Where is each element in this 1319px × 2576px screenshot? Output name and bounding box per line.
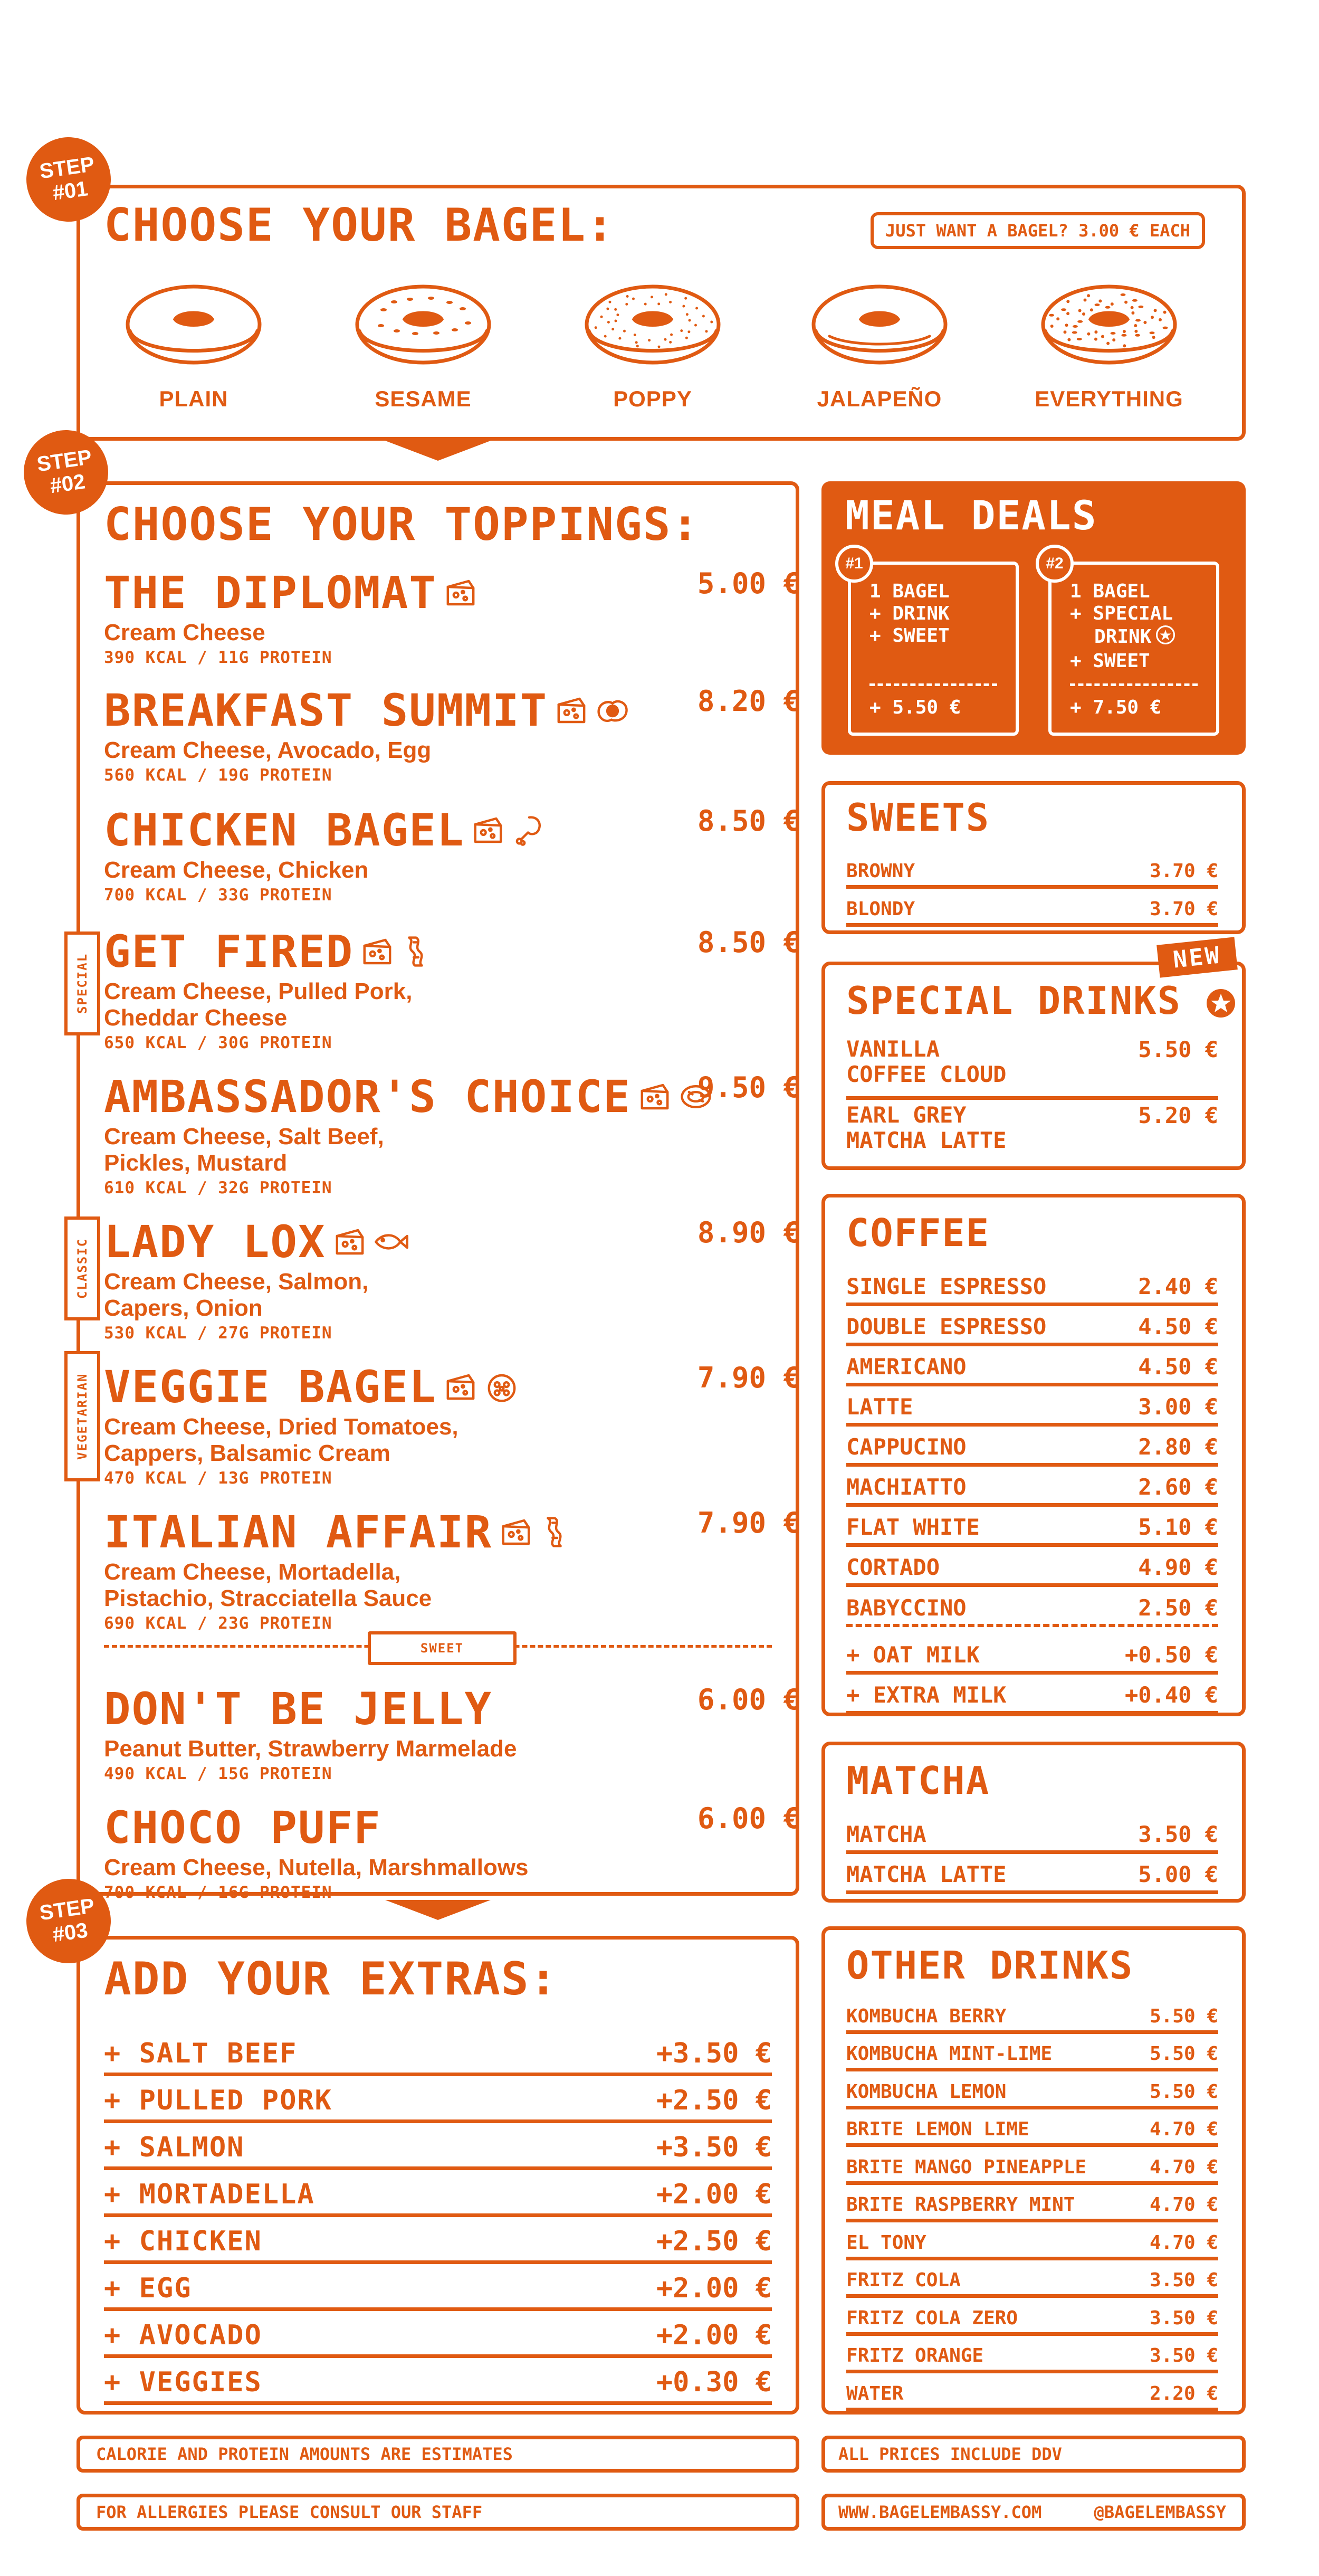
topping-price: 7.90 € [697,1361,800,1394]
topping-header [104,567,779,619]
drink-row[interactable] [846,2260,1218,2298]
coffee-name: DOUBLE ESPRESSO [846,1314,1047,1339]
drink-name: KOMBUCHA MINT-LIME [846,2043,1053,2065]
topping-name: BREAKFAST SUMMIT [104,685,548,736]
topping-price: 5.00 € [697,567,800,600]
cheese-icon [499,1515,533,1550]
star-icon [1155,625,1175,650]
sweet-tag: SWEET [368,1631,517,1665]
extra-price: +3.50 € [656,2038,772,2069]
topping-description: Cappers, Balsamic Cream [104,1440,390,1466]
drink-price: 3.50 € [1149,2269,1218,2291]
matcha-price: 5.00 € [1138,1861,1218,1887]
toppings-section-title: CHOOSE YOUR TOPPINGS: [104,498,700,551]
meal-deal-card[interactable] [845,555,1019,736]
meal-deal-price: + 7.50 € [1070,697,1162,718]
bagel-type-label[interactable]: SESAME [375,386,472,411]
topping-description: Pickles, Mustard [104,1150,288,1176]
sweet-name: BLONDY [846,898,915,920]
extra-name: + SALMON [104,2132,245,2163]
topping-header [104,1216,779,1268]
topping-item[interactable] [104,1216,800,1343]
jalapeno-bagel-icon [808,278,961,373]
drink-name: EL TONY [846,2231,926,2254]
drink-row[interactable] [846,2298,1218,2336]
toppings-section [77,481,800,1902]
drink-row[interactable] [846,2336,1218,2374]
extra-price: +0.30 € [656,2366,772,2398]
special-drink-price: 5.20 € [1138,1102,1218,1128]
topping-price: 8.50 € [697,804,800,838]
coffee-addon-row[interactable] [846,1634,1218,1675]
coffee-section [821,1194,1246,1716]
special-drink-name [846,1037,1006,1087]
drink-price: 3.50 € [1149,2307,1218,2329]
drink-price: 2.20 € [1149,2382,1218,2404]
extra-price: +2.50 € [656,2085,772,2116]
topping-nutrition: 700 KCAL / 16G PROTEIN [104,1883,332,1902]
drink-price: 5.50 € [1149,2005,1218,2027]
topping-nutrition: 650 KCAL / 30G PROTEIN [104,1033,332,1052]
topping-nutrition: 470 KCAL / 13G PROTEIN [104,1469,332,1488]
bagel-type-label[interactable]: EVERYTHING [1035,386,1183,411]
drink-row[interactable] [846,2373,1218,2411]
cheese-icon [360,934,395,969]
topping-price: 8.20 € [697,685,800,718]
topping-name: GET FIRED [104,926,354,977]
step-1-number: #01 [51,177,90,205]
meal-deal-divider [869,683,997,686]
topping-header [104,1802,779,1853]
coffee-addon-name: + OAT MILK [846,1642,980,1668]
drink-name: BRITE LEMON LIME [846,2118,1029,2140]
egg-icon [595,693,630,728]
topping-description: Cream Cheese, Salmon, [104,1269,369,1295]
special-drink-name-line: EARL GREY [846,1102,967,1128]
extra-row[interactable] [104,2029,772,2076]
sweet-row[interactable] [846,889,1218,927]
meal-deal-line: + SWEET [869,625,950,647]
special-tag: SPECIAL [64,931,100,1035]
single-bagel-price-badge: JUST WANT A BAGEL? 3.00 € EACH [871,212,1205,249]
coffee-price: 2.60 € [1138,1474,1218,1500]
drink-row[interactable] [846,2034,1218,2072]
chicken-leg-icon [512,813,547,848]
topping-price: 9.50 € [697,1071,800,1104]
coffee-row[interactable] [846,1386,1218,1427]
drink-price: 4.70 € [1149,2231,1218,2254]
matcha-title: MATCHA [846,1758,990,1803]
topping-description: Cream Cheese, Salt Beef, [104,1124,384,1149]
fish-icon [374,1224,408,1259]
coffee-price: 4.90 € [1138,1554,1218,1580]
extra-row[interactable] [104,2170,772,2217]
topping-nutrition: 690 KCAL / 23G PROTEIN [104,1614,332,1633]
topping-item[interactable] [104,1071,800,1197]
coffee-price: 2.80 € [1138,1434,1218,1460]
bacon-icon [540,1515,575,1550]
sweets-list [846,851,1218,930]
topping-price: 8.50 € [697,926,800,959]
bagel-type-label[interactable]: POPPY [613,386,692,411]
drink-name: WATER [846,2382,904,2404]
extra-name: + CHICKEN [104,2226,262,2257]
topping-header [104,685,779,736]
topping-name: THE DIPLOMAT [104,567,437,619]
matcha-row[interactable] [846,1814,1218,1854]
cheese-icon [637,1079,672,1114]
topping-name: ITALIAN AFFAIR [104,1506,493,1558]
meal-deal-line: 1 BAGEL [869,581,950,602]
topping-description: Capers, Onion [104,1295,263,1321]
extra-name: + MORTADELLA [104,2179,315,2210]
step-arrow-2 [385,1900,491,1920]
topping-price: 6.00 € [697,1683,800,1716]
drink-price: 4.70 € [1149,2118,1218,2140]
coffee-row[interactable] [846,1266,1218,1306]
meal-deal-card[interactable] [1046,555,1219,736]
coffee-addon-row[interactable] [846,1675,1218,1715]
special-drink-price: 5.50 € [1138,1037,1218,1062]
step-3-label: STEP [38,1894,96,1925]
meal-deal-number: #2 [1036,545,1074,583]
meal-deal-divider [1070,683,1198,686]
cheese-icon [471,813,505,848]
coffee-addon-name: + EXTRA MILK [846,1682,1007,1708]
website-link[interactable]: WWW.BAGELEMBASSY.COM [838,2502,1042,2522]
special-drink-name-line: VANILLA [846,1036,940,1062]
everything-bagel-icon [1038,278,1191,373]
drink-name: KOMBUCHA LEMON [846,2080,1007,2103]
extras-list [104,2029,772,2399]
matcha-row[interactable] [846,1854,1218,1894]
allergy-note: FOR ALLERGIES PLEASE CONSULT OUR STAFF [77,2494,799,2531]
extras-section-title: ADD YOUR EXTRAS: [104,1953,558,2005]
extra-price: +3.50 € [656,2132,772,2163]
topping-name: LADY LOX [104,1216,326,1268]
meal-deals-title: MEAL DEALS [845,492,1097,539]
extra-name: + VEGGIES [104,2366,262,2398]
sesame-bagel-icon [352,278,505,373]
step-2-label: STEP [35,445,93,477]
classic-tag: CLASSIC [64,1216,100,1320]
topping-description: Cream Cheese, Chicken [104,857,369,883]
extra-row[interactable] [104,2217,772,2264]
matcha-name: MATCHA LATTE [846,1861,1007,1887]
coffee-row[interactable] [846,1427,1218,1467]
meal-deal-number: #1 [835,545,873,583]
coffee-name: SINGLE ESPRESSO [846,1273,1047,1299]
topping-item[interactable] [104,1361,800,1488]
sweet-row[interactable] [846,851,1218,889]
coffee-name: BABYCCINO [846,1595,967,1621]
bacon-icon [401,934,436,969]
coffee-row[interactable] [846,1507,1218,1547]
step-1-label: STEP [38,153,96,184]
extra-row[interactable] [104,2123,772,2170]
topping-name: DON'T BE JELLY [104,1683,493,1735]
topping-description: Cream Cheese [104,620,265,645]
meal-deal-contents [1070,581,1175,672]
special-drink-row[interactable] [846,1102,1218,1161]
meal-deal-line: + SWEET [1070,650,1150,672]
special-drinks-title [846,978,1237,1023]
cheese-icon [554,693,589,728]
extra-name: + AVOCADO [104,2320,262,2351]
bagel-section [77,185,1246,441]
meal-deal-line: DRINK [1070,625,1175,650]
other-drinks-section [821,1926,1246,2415]
topping-name: CHOCO PUFF [104,1802,381,1853]
sweets-section [821,781,1246,934]
topping-name: VEGGIE BAGEL [104,1361,437,1413]
topping-nutrition: 700 KCAL / 33G PROTEIN [104,886,332,905]
extra-name: + PULLED PORK [104,2085,332,2116]
topping-item[interactable] [104,804,800,905]
coffee-list [846,1266,1218,1709]
topping-price: 6.00 € [697,1802,800,1835]
coffee-row[interactable] [846,1547,1218,1587]
drink-price: 4.70 € [1149,2156,1218,2178]
special-drinks-section [821,962,1246,1170]
drink-name: FRITZ ORANGE [846,2345,984,2366]
coffee-price: 5.10 € [1138,1514,1218,1540]
poppy-bagel-icon [581,278,734,373]
topping-description: Peanut Butter, Strawberry Marmelade [104,1736,517,1762]
topping-item[interactable] [104,1683,800,1783]
drink-name: BRITE MANGO PINEAPPLE [846,2156,1087,2178]
coffee-row[interactable] [846,1346,1218,1386]
matcha-name: MATCHA [846,1821,926,1847]
special-drinks-title-text: SPECIAL DRINKS [846,978,1181,1023]
calorie-note: CALORIE AND PROTEIN AMOUNTS ARE ESTIMATES [77,2436,799,2473]
cheese-icon [332,1224,367,1259]
meal-deal-contents [869,581,950,647]
other-drinks-title: OTHER DRINKS [846,1943,1134,1988]
topping-item[interactable] [104,685,800,785]
special-drink-name-line: MATCHA LATTE [846,1127,1007,1153]
extra-price: +2.50 € [656,2226,772,2257]
topping-description: Cream Cheese, Nutella, Marshmallows [104,1855,529,1880]
vegetarian-tag: VEGETARIAN [64,1351,100,1481]
extra-price: +2.00 € [656,2179,772,2210]
extra-price: +2.00 € [656,2273,772,2304]
drink-name: KOMBUCHA BERRY [846,2005,1007,2027]
drink-row[interactable] [846,2185,1218,2223]
coffee-name: LATTE [846,1394,913,1420]
topping-header [104,1361,779,1413]
topping-header [104,1071,779,1123]
coffee-price: 3.00 € [1138,1394,1218,1420]
drink-name: FRITZ COLA [846,2269,961,2291]
bagel-type-label[interactable]: JALAPEÑO [817,386,942,411]
topping-nutrition: 530 KCAL / 27G PROTEIN [104,1324,332,1343]
topping-item[interactable] [104,1506,800,1633]
cheese-icon [443,1370,478,1404]
cheese-icon [443,575,478,610]
coffee-row[interactable] [846,1587,1218,1627]
coffee-name: CORTADO [846,1554,940,1580]
topping-item[interactable] [104,926,800,1052]
drink-row[interactable] [846,2147,1218,2185]
topping-name: AMBASSADOR'S CHOICE [104,1071,631,1123]
topping-nutrition: 560 KCAL / 19G PROTEIN [104,766,332,785]
topping-description: Cream Cheese, Mortadella, [104,1559,401,1585]
special-drink-name-line: COFFEE CLOUD [846,1061,1007,1087]
drink-name: BRITE RASPBERRY MINT [846,2194,1075,2216]
star-icon [1205,987,1237,1019]
extra-name: + EGG [104,2273,192,2304]
topping-header [104,804,779,856]
coffee-price: 2.50 € [1138,1595,1218,1621]
extra-row[interactable] [104,2311,772,2358]
matcha-list [846,1814,1218,1898]
topping-item[interactable] [104,567,800,667]
sweet-price: 3.70 € [1149,860,1218,882]
topping-nutrition: 390 KCAL / 11G PROTEIN [104,648,332,667]
drink-price: 3.50 € [1149,2345,1218,2366]
drink-price: 5.50 € [1149,2080,1218,2103]
meal-deals-section [821,481,1246,755]
coffee-addon-price: +0.40 € [1124,1682,1218,1708]
drink-name: FRITZ COLA ZERO [846,2307,1018,2329]
step-3-number: #03 [51,1918,90,1947]
topping-price: 8.90 € [697,1216,800,1249]
step-2-number: #02 [48,470,87,498]
coffee-addon-price: +0.50 € [1124,1642,1218,1668]
coffee-row[interactable] [846,1306,1218,1346]
sweet-name: BROWNY [846,860,915,882]
coffee-price: 4.50 € [1138,1354,1218,1380]
tomato-icon [484,1370,519,1404]
coffee-name: MACHIATTO [846,1474,967,1500]
social-handle[interactable]: @BAGELEMBASSY [1094,2502,1226,2522]
bagel-type-label[interactable]: PLAIN [159,386,228,411]
meal-deal-line: + SPECIAL [1070,603,1173,624]
extra-row[interactable] [104,2264,772,2311]
coffee-name: FLAT WHITE [846,1514,980,1540]
drink-row[interactable] [846,2109,1218,2147]
drink-row[interactable] [846,2071,1218,2109]
plain-bagel-icon [122,278,275,373]
drink-row[interactable] [846,2222,1218,2260]
other-drinks-list [846,1996,1218,2413]
extras-section [77,1936,799,2415]
drink-price: 5.50 € [1149,2043,1218,2065]
new-badge: NEW [1156,937,1238,977]
extra-name: + SALT BEEF [104,2038,298,2069]
topping-description: Cream Cheese, Pulled Pork, [104,978,413,1004]
topping-item[interactable] [104,1802,800,1902]
topping-name: CHICKEN BAGEL [104,804,465,856]
coffee-name: CAPPUCINO [846,1434,967,1460]
bagel-section-title: CHOOSE YOUR BAGEL: [104,199,615,252]
topping-header [104,1683,779,1735]
special-drink-name [846,1102,1006,1153]
meal-deal-line: 1 BAGEL [1070,581,1150,602]
topping-description: Cheddar Cheese [104,1005,288,1031]
matcha-section [821,1742,1246,1903]
topping-nutrition: 610 KCAL / 32G PROTEIN [104,1178,332,1197]
coffee-price: 2.40 € [1138,1273,1218,1299]
extra-row[interactable] [104,2358,772,2405]
topping-nutrition: 490 KCAL / 15G PROTEIN [104,1764,332,1783]
topping-description: Cream Cheese, Avocado, Egg [104,737,432,763]
topping-header [104,926,779,977]
special-drink-row[interactable] [846,1037,1218,1100]
topping-header [104,1506,779,1558]
matcha-price: 3.50 € [1138,1821,1218,1847]
meal-deal-price: + 5.50 € [869,697,961,718]
topping-price: 7.90 € [697,1506,800,1539]
extra-price: +2.00 € [656,2320,772,2351]
meal-deal-line: + DRINK [869,603,950,624]
coffee-name: AMERICANO [846,1354,967,1380]
contact-bar [821,2494,1246,2531]
step-arrow-1 [385,441,491,461]
coffee-price: 4.50 € [1138,1314,1218,1339]
prices-note: ALL PRICES INCLUDE DDV [821,2436,1246,2473]
coffee-title: COFFEE [846,1211,990,1255]
topping-description: Cream Cheese, Dried Tomatoes, [104,1414,458,1440]
drink-row[interactable] [846,1996,1218,2034]
topping-description: Pistachio, Stracciatella Sauce [104,1585,432,1611]
sweets-title: SWEETS [846,795,990,840]
extra-row[interactable] [104,2076,772,2123]
drink-price: 4.70 € [1149,2194,1218,2216]
sweet-price: 3.70 € [1149,898,1218,920]
coffee-row[interactable] [846,1467,1218,1507]
